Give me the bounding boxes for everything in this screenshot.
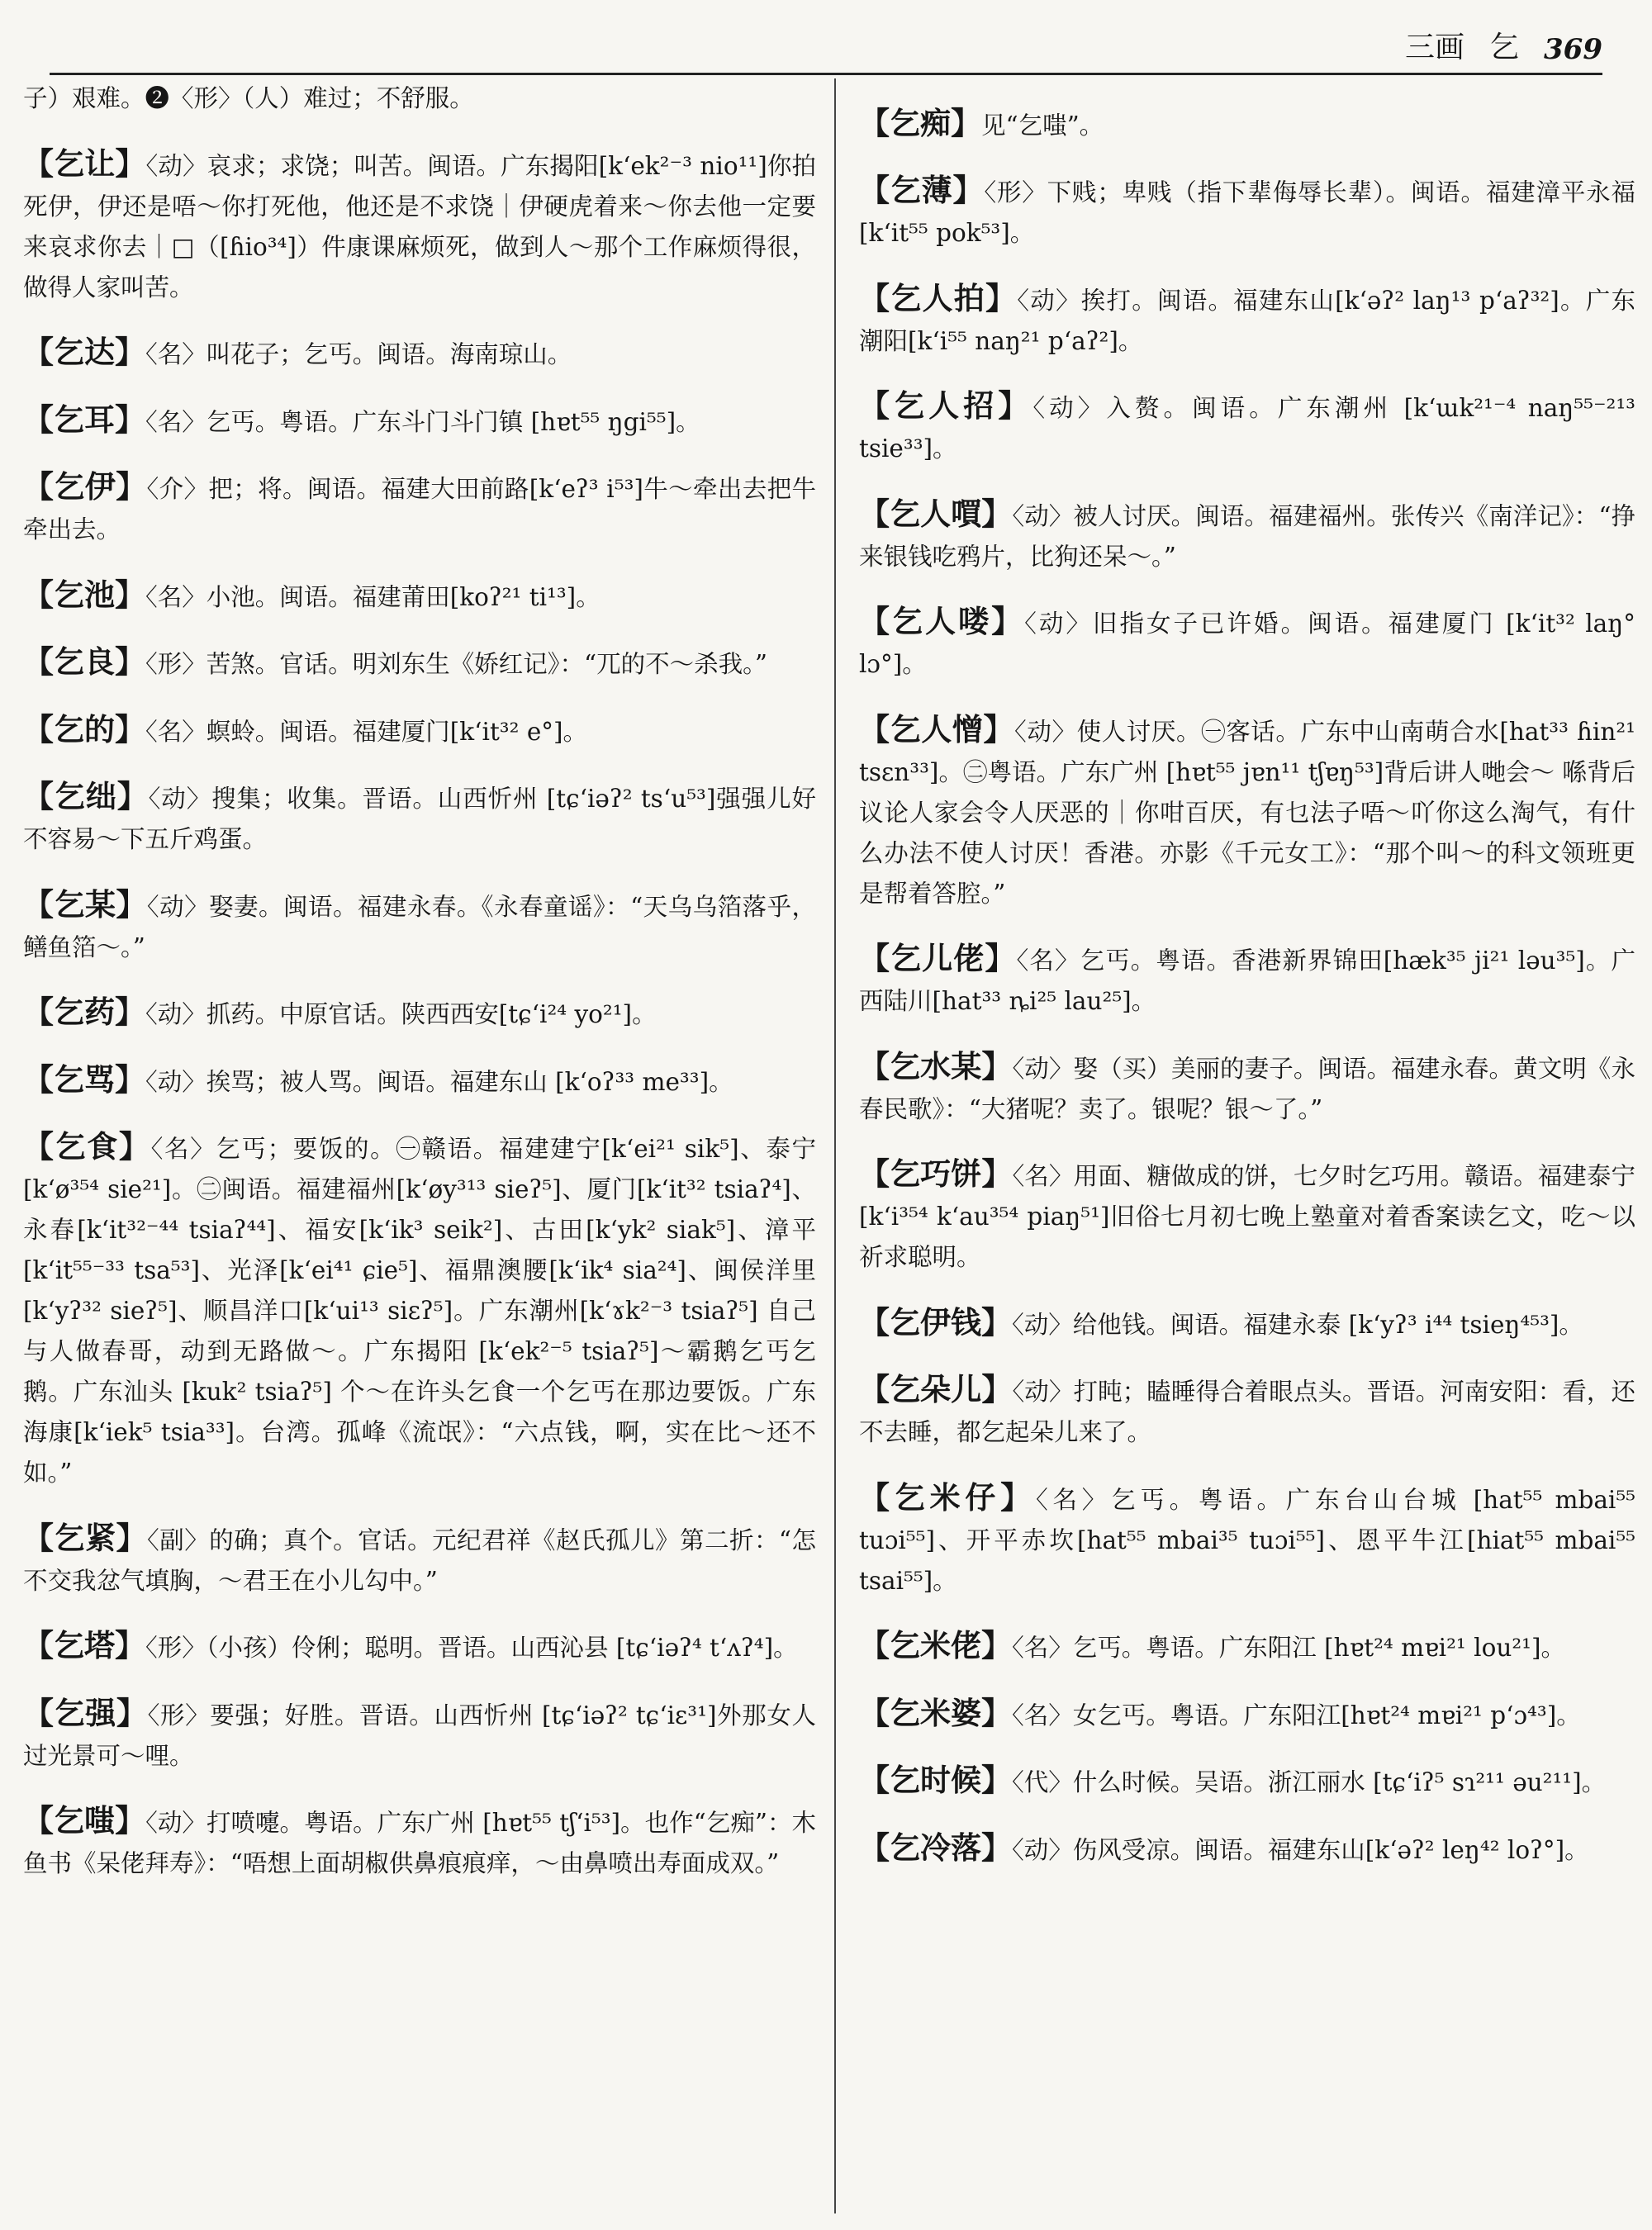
entry-text: 〈动〉给他钱。闽语。福建永泰 [kʻyʔ³ i⁴⁴ tsieŋ⁴⁵³]。 (1012, 1310, 1583, 1339)
entry (23, 1693, 816, 1777)
headword: 【乞朵儿】 (859, 1371, 1013, 1407)
entry-text: 〈形〉要强；好胜。晋语。山西忻州 [tɕʻiəʔ² tɕʻiɛ³¹]外那女人过光景可～哩。 (23, 1701, 816, 1770)
right-column (859, 78, 1635, 2213)
entry-text: 见“乞嗤”。 (981, 111, 1104, 140)
headword: 【乞紧】 (23, 1519, 147, 1556)
entry-text: 〈动〉伤风受凉。闽语。福建东山[kʻəʔ² leŋ⁴² loʔ°]。 (1012, 1835, 1589, 1864)
headword: 【乞伊钱】 (859, 1303, 1012, 1340)
entry (23, 1625, 816, 1668)
entry (859, 1760, 1635, 1803)
headword: 【乞米佬】 (859, 1627, 1012, 1663)
entry (23, 332, 816, 375)
entry-text: 〈动〉娶妻。闽语。福建永春。《永春童谣》：“天乌乌箔落乎，鳝鱼箔～。” (23, 892, 816, 961)
headword: 【乞冷落】 (859, 1829, 1012, 1866)
headword: 【乞良】 (23, 643, 145, 680)
headword: 【乞人拍】 (859, 279, 1018, 316)
entry (859, 601, 1635, 685)
entry (859, 1625, 1635, 1668)
headword: 【乞时候】 (859, 1762, 1012, 1798)
entry (23, 144, 816, 308)
entry-text: 〈名〉乞丐。粤语。香港新界锦田[hæk³⁵ ji²¹ ləu³⁵]。广西陆川[hat³³ ȵi²⁵ lau²⁵]。 (859, 947, 1635, 1015)
entry-text: 〈名〉小池。闽语。福建莆田[koʔ²¹ ti¹³]。 (145, 582, 601, 611)
entry-text: 〈副〉的确；真个。官话。元纪君祥《赵氏孤儿》第二折：“怎不交我忿气填胸，～君王在小儿勾中。” (23, 1525, 816, 1595)
entry (859, 1369, 1635, 1453)
headword: 【乞人嘪】 (859, 495, 1013, 532)
headword: 【乞人憎】 (859, 710, 1015, 747)
entry (859, 494, 1635, 577)
headword: 【乞绌】 (23, 778, 149, 814)
headword: 【乞池】 (23, 576, 145, 613)
page-number: 369 (1544, 33, 1602, 66)
page-header (50, 15, 1602, 75)
entry (23, 992, 816, 1035)
headword: 【乞的】 (23, 710, 145, 747)
entry-text: 〈动〉娶（买）美丽的妻子。闽语。福建永春。黄文明《永春民歌》：“大猪呢？卖了。银呢？银～了。” (859, 1054, 1635, 1123)
entry-text: 〈动〉旧指女子已许婚。闽语。福建厦门 [kʻit³² laŋ° lɔ°]。 (859, 610, 1635, 678)
entry (859, 1302, 1635, 1345)
headword: 【乞食】 (23, 1128, 151, 1165)
entry (23, 1801, 816, 1884)
entry (859, 170, 1635, 254)
entry-text: 〈动〉抓药。中原官话。陕西西安[tɕʻi²⁴ yo²¹]。 (145, 1000, 657, 1028)
entry (23, 885, 816, 968)
entry (859, 1478, 1635, 1601)
entry (23, 1060, 816, 1103)
entry (23, 776, 816, 860)
entry-text: 〈形〉苦煞。官话。明刘东生《娇红记》：“兀的不～杀我。” (145, 650, 767, 678)
entry-text: 〈代〉什么时候。吴语。浙江丽水 [tɕʻiʔ⁵ sɿ²¹¹ əu²¹¹]。 (1012, 1768, 1607, 1796)
column-divider (834, 78, 836, 2213)
headword: 【乞人喽】 (859, 603, 1025, 639)
headword: 【乞儿佬】 (859, 940, 1017, 976)
entry-text: 〈动〉打喷嚏。粤语。广东广州 [hɐt⁵⁵ tʃʻi⁵³]。也作“乞痴”：木鱼书《呆佬拜寿》：“唔想上面胡椒供鼻痕痕痒，～由鼻喷出寿面成双。” (23, 1809, 816, 1877)
headword: 【乞痴】 (859, 104, 981, 141)
entry-text: 子）艰难。❷〈形〉（人）难过；不舒服。 (23, 84, 474, 112)
headword: 【乞米仔】 (859, 1478, 1036, 1516)
section-label: 三画 (1404, 31, 1464, 64)
entry (859, 938, 1635, 1022)
entry (23, 467, 816, 550)
left-column (23, 78, 816, 2213)
headword: 【乞某】 (23, 885, 147, 923)
entry (859, 1693, 1635, 1736)
entry (23, 642, 816, 685)
entry (859, 709, 1635, 914)
entry (859, 1828, 1635, 1871)
headword: 【乞米婆】 (859, 1694, 1012, 1731)
entry-text: 〈介〉把；将。闽语。福建大田前路[kʻeʔ³ i⁵³]牛～牵出去把牛牵出去。 (23, 475, 816, 543)
entry-text: 〈名〉乞丐；要饭的。㊀赣语。福建建宁[kʻei²¹ sik⁵]、泰宁[kʻø³⁵⁴ sie²¹]。㊁闽语。福建福州[kʻøy³¹³ sieʔ⁵]、厦门[kʻit³² tsiaʔ⁴]、永春[kʻit³²⁻⁴⁴ tsiaʔ⁴⁴]、福安[kʻik³ seik²]、古田[kʻyk² siak⁵]、漳平[kʻit⁵⁵⁻³³ tsa⁵³]、光泽[kʻei⁴¹ ɕie⁵]、福鼎澳腰[kʻik⁴ sia²⁴]、闽侯洋里[kʻyʔ³² sieʔ⁵]、顺昌洋口[kʻui¹³ siɛʔ⁵]。广东潮州[kʻɤk²⁻³ tsiaʔ⁵] 自己与人做春哥，动到无路做～。广东揭阳 [kʻek²⁻⁵ tsiaʔ⁵]～霸鹅乞丐乞鹅。广东汕头 [kuk² tsiaʔ⁵] 个～在许头乞食一个乞丐在那边要饭。广东海康[kʻiek⁵ tsia³³]。台湾。孤峰《流氓》：“六点钱，啊，实在比～还不如。” (23, 1135, 816, 1487)
entry-text: 〈动〉挨骂；被人骂。闽语。福建东山 [kʻoʔ³³ me³³]。 (145, 1067, 733, 1096)
entry-text: 〈动〉被人讨厌。闽语。福建福州。张传兴《南洋记》：“挣来银钱吃鸦片，比狗还呆～。” (859, 501, 1635, 571)
entry (23, 1518, 816, 1601)
headword: 【乞让】 (23, 145, 146, 182)
entry-text: 〈动〉入赘。闽语。广东潮州 [kʻɯk²¹⁻⁴ naŋ⁵⁵⁻²¹³ tsie³³]。 (859, 394, 1635, 463)
headword: 【乞水某】 (859, 1047, 1013, 1084)
headword: 【乞达】 (23, 334, 145, 370)
entry-text: 〈动〉搜集；收集。晋语。山西忻州 [tɕʻiəʔ² tsʻu⁵³]强强儿好不容易～下五斤鸡蛋。 (23, 785, 816, 853)
entry (859, 1154, 1635, 1278)
headword: 【乞人招】 (859, 387, 1033, 424)
entry-text: 〈名〉乞丐。粤语。广东阳江 [hɐt²⁴ mɐi²¹ lou²¹]。 (1012, 1634, 1565, 1662)
entry-text: 〈名〉乞丐。粤语。广东台山台城 [hat⁵⁵ mbai⁵⁵ tuɔi⁵⁵]、开平赤坎[hat⁵⁵ mbai³⁵ tuɔi⁵⁵]、恩平牛江[hiat⁵⁵ mbai⁵⁵ tsai⁵⁵]。 (859, 1485, 1635, 1595)
entry-text: 〈名〉叫花子；乞丐。闽语。海南琼山。 (145, 340, 572, 368)
entry-text: 〈动〉挨打。闽语。福建东山[kʻəʔ² laŋ¹³ pʻaʔ³²]。广东潮阳[kʻi⁵⁵ naŋ²¹ pʻaʔ²]。 (859, 286, 1635, 355)
entry-text: 〈动〉哀求；求饶；叫苦。闽语。广东揭阳[kʻek²⁻³ nio¹¹]你拍死伊，伊还是唔～你打死他，他还是不求饶｜伊硬虎着来～你去他一定要来哀求你去｜□（[ɦio³⁴]）件康课麻烦死，做到人～那个工作麻烦得很，做得人家叫苦。 (23, 151, 816, 301)
headword: 【乞塔】 (23, 1627, 145, 1663)
entry-text: 〈形〉（小孩）伶俐；聪明。晋语。山西沁县 [tɕʻiəʔ⁴ tʻʌʔ⁴]。 (145, 1634, 798, 1662)
headword: 【乞巧饼】 (859, 1155, 1013, 1192)
entry (23, 709, 816, 752)
entry (23, 575, 816, 618)
entry (859, 386, 1635, 469)
entry-text: 〈名〉螟蛉。闽语。福建厦门[kʻit³² e°]。 (145, 717, 588, 746)
entry (859, 103, 1635, 146)
entry (859, 1046, 1635, 1130)
entry-text: 〈名〉乞丐。粤语。广东斗门斗门镇 [hɐt⁵⁵ ŋgi⁵⁵]。 (145, 407, 700, 436)
entry-text: 〈动〉使人讨厌。㊀客话。广东中山南萌合水[hat³³ ɦin²¹ tsɛn³³]。㊁粤语。广东广州 [hɐt⁵⁵ jɐn¹¹ tʃɐŋ⁵³]背后讲人哋会～ 喺背后议论人家会令人厌恶的｜你咁百厌，有乜法子唔～吖你这么淘气，有什么办法不使人讨厌！香港。亦影《千元女工》：“那个叫～的科文领班更是帮着答腔。” (859, 717, 1635, 908)
headword: 【乞嗤】 (23, 1802, 146, 1839)
headword: 【乞强】 (23, 1694, 148, 1731)
entry-continuation (23, 78, 816, 119)
headword: 【乞骂】 (23, 1060, 145, 1098)
entry (859, 278, 1635, 362)
headword: 【乞耳】 (23, 401, 145, 438)
entry-text: 〈形〉下贱；卑贱（指下辈侮辱长辈）。闽语。福建漳平永福[kʻit⁵⁵ pok⁵³]。 (859, 178, 1635, 247)
entry-text: 〈名〉用面、糖做成的饼，七夕时乞巧用。赣语。福建泰宁[kʻi³⁵⁴ kʻau³⁵⁴ piaŋ⁵¹]旧俗七月初七晚上塾童对着香案读乞文，吃～以祈求聪明。 (859, 1162, 1635, 1271)
headword: 【乞伊】 (23, 468, 147, 505)
headword: 【乞药】 (23, 994, 145, 1030)
header-char: 乞 (1489, 31, 1520, 64)
entry (23, 400, 816, 443)
entry (23, 1127, 816, 1493)
entry-text: 〈名〉女乞丐。粤语。广东阳江[hɐt²⁴ mɐi²¹ pʻɔ⁴³]。 (1012, 1701, 1581, 1729)
headword: 【乞薄】 (859, 172, 985, 208)
entry-text: 〈动〉打盹；瞌睡得合着眼点头。晋语。河南安阳：看，还不去睡，都乞起朵儿来了。 (859, 1378, 1635, 1446)
